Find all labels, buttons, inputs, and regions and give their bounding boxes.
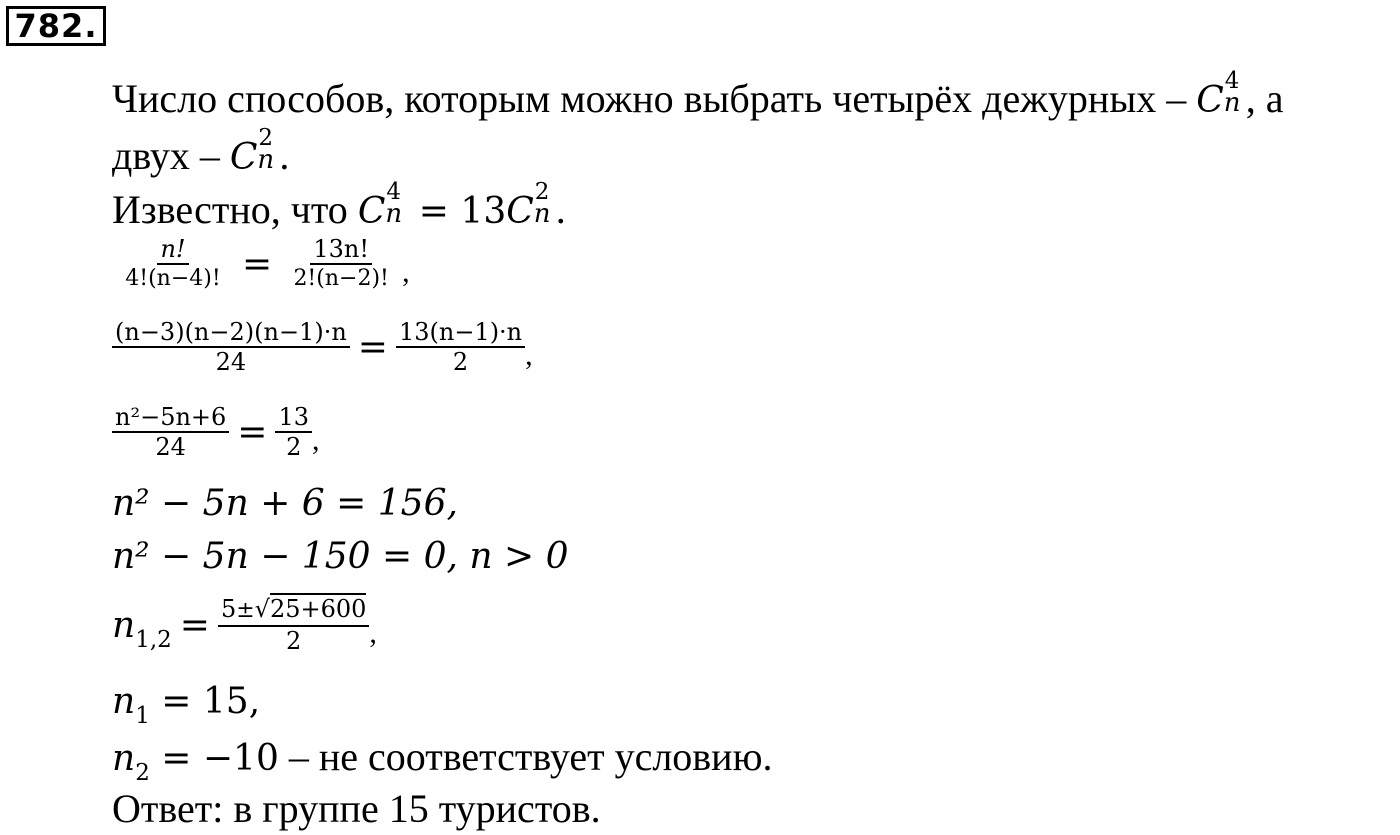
equals-sign: =: [237, 411, 268, 453]
fraction-2-denominator: 2!(n−2)!: [293, 266, 389, 291]
problem-number: 782.: [6, 6, 106, 46]
n2-value: = −10: [149, 738, 279, 779]
equation-line-6: [112, 403, 320, 461]
equation-known: C 4 n = 13C 2 n: [357, 179, 551, 232]
equals-sign: =: [179, 604, 210, 646]
subscript-2: 2: [135, 760, 150, 786]
fraction-5: [112, 403, 229, 461]
text-line-1: [112, 68, 1284, 123]
line1-text: Число способов, которым можно выбрать четырёх дежурных –: [112, 76, 1197, 121]
comma: ,: [525, 338, 533, 372]
fraction-4-numerator: 13(n−1)·n: [396, 318, 525, 348]
equals-sign: =: [242, 243, 273, 285]
n1-value: = 15,: [149, 681, 261, 722]
fraction-roots: [218, 595, 369, 655]
fraction-roots-denominator: 2: [286, 627, 302, 655]
comma: ,: [312, 423, 320, 457]
fraction-3: [112, 318, 350, 376]
line2-dot: .: [279, 133, 290, 178]
equation-line-10: [112, 595, 377, 655]
equation-line-11: [112, 681, 261, 729]
fraction-3-denominator: 24: [215, 348, 247, 376]
n1-variable: n: [112, 681, 136, 722]
n2-variable: n: [112, 738, 136, 779]
fraction-6-numerator: 13: [275, 403, 312, 433]
comb-c-n-2: C 2 n: [229, 125, 275, 178]
line3-text: Известно, что: [112, 187, 358, 232]
fraction-6: [275, 403, 312, 461]
fraction-5-denominator: 24: [155, 433, 186, 461]
fraction-1-numerator: n!: [157, 235, 188, 265]
fraction-roots-numerator: 5±√25+600: [218, 595, 369, 627]
fraction-2: [280, 235, 402, 293]
fraction-4-denominator: 2: [452, 348, 469, 376]
comma: ,: [369, 616, 377, 650]
answer-line: Ответ: в группе 15 туристов.: [112, 786, 601, 831]
line2-text: двух –: [112, 133, 230, 178]
n2-remark: – не соответствует условию.: [278, 734, 773, 779]
comb-c-n-4: C 4 n: [1196, 68, 1241, 121]
subscript-1-2: 1,2: [135, 626, 172, 653]
equation-line-12: [112, 734, 773, 786]
equation-line-9: n² − 5n − 150 = 0, n > 0: [112, 536, 569, 577]
fraction-1: [112, 235, 234, 293]
fraction-6-denominator: 2: [286, 433, 302, 461]
subscript-1: 1: [135, 703, 150, 729]
equation-line-5: [112, 318, 533, 376]
fraction-5-numerator: n²−5n+6: [112, 403, 229, 433]
line1-tail: , а: [1245, 76, 1284, 121]
equation-line-8: n² − 5n + 6 = 156,: [112, 483, 458, 524]
fraction-4: [396, 318, 525, 376]
fraction-2-numerator: 13n!: [310, 235, 372, 265]
equals-sign: =: [357, 326, 388, 368]
text-line-3: [112, 179, 566, 234]
text-line-2: [112, 125, 290, 180]
comma: ,: [402, 255, 410, 289]
fraction-3-numerator: (n−3)(n−2)(n−1)·n: [112, 318, 350, 348]
equation-line-4: [112, 235, 410, 293]
n-variable: n: [112, 604, 136, 646]
fraction-1-denominator: 4!(n−4)!: [125, 266, 221, 291]
line3-dot: .: [555, 187, 566, 232]
